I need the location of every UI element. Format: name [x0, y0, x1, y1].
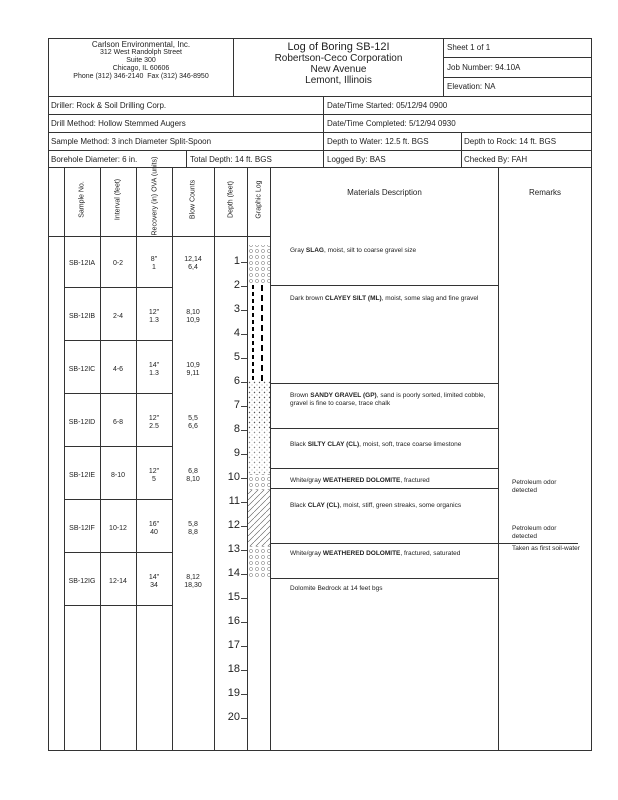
sample-blows-1: 8,10 [186, 309, 200, 316]
depth-tick [241, 622, 247, 623]
sample-interval: 2-4 [112, 313, 124, 320]
material-details: , moist, silt to coarse gravel size [323, 247, 417, 254]
material-name: WEATHERED DOLOMITE [322, 477, 401, 484]
company-address2: Suite 300 [126, 57, 156, 64]
depth-label: 18 [227, 663, 240, 675]
sample-blows-1: 8,12 [186, 574, 200, 581]
drill-method: Drill Method: Hollow Stemmed Augers [51, 119, 186, 128]
material-details: , sand is poorly sorted, limited cobble, gravel is fine to coarse, trace chalk [290, 392, 486, 407]
material-details: , moist, some slag and fine gravel [381, 295, 479, 302]
material-name: SANDY GRAVEL (GP) [310, 392, 377, 399]
sample-interval: 0-2 [112, 260, 124, 267]
sample-blows-2: 6,6 [188, 423, 198, 430]
sample-row-divider [64, 287, 172, 288]
material-name: CLAY (CL) [307, 502, 340, 509]
remark-3: Taken as first soil-water [512, 545, 580, 552]
sample-row-divider [64, 393, 172, 394]
sample-method: Sample Method: 3 inch Diameter Split-Spoon [51, 137, 212, 146]
depth-label: 6 [233, 375, 240, 387]
depth-label: 20 [227, 711, 240, 723]
water-level-line [498, 543, 578, 544]
sample-recovery: 12" [148, 309, 160, 316]
depth-tick [241, 670, 247, 671]
sample-ova: 40 [150, 529, 158, 536]
depth-label: 13 [227, 543, 240, 555]
col-depth: Depth (feet) [227, 181, 235, 218]
sample-ova: 1.3 [149, 317, 159, 324]
material-name: CLAYEY SILT (ML) [325, 295, 382, 302]
depth-label: 15 [227, 591, 240, 603]
depth-to-rock: Depth to Rock: 14 ft. BGS [464, 137, 557, 146]
depth-label: 9 [233, 447, 240, 459]
sample-recovery: 12" [148, 468, 160, 475]
material-layer [290, 295, 490, 303]
depth-label: 12 [227, 519, 240, 531]
depth-label: 1 [233, 255, 240, 267]
borehole-diameter: Borehole Diameter: 6 in. [51, 155, 138, 164]
sample-interval: 4-6 [112, 366, 124, 373]
company-block [50, 41, 232, 81]
driller: Driller: Rock & Soil Drilling Corp. [51, 101, 167, 110]
company-phone: Phone (312) 346-2140 [73, 73, 144, 80]
depth-tick [241, 382, 247, 383]
material-name: WEATHERED DOLOMITE [322, 550, 401, 557]
date-completed: Date/Time Completed: 5/12/94 0930 [327, 119, 456, 128]
depth-label: 11 [228, 495, 240, 507]
depth-label: 4 [233, 327, 240, 339]
sample-interval: 10-12 [109, 525, 127, 532]
sample-blows-1: 6,8 [188, 468, 198, 475]
layer-boundary [270, 428, 498, 429]
depth-tick [241, 286, 247, 287]
sample-id: SB-12IG [68, 578, 96, 585]
sample-blows-2: 10,9 [186, 317, 200, 324]
material-layer [290, 550, 490, 558]
company-city: Chicago, IL 60606 [112, 65, 170, 72]
depth-to-water: Depth to Water: 12.5 ft. BGS [327, 137, 429, 146]
depth-tick [241, 646, 247, 647]
elevation: Elevation: NA [447, 82, 496, 91]
depth-tick [241, 430, 247, 431]
material-layer [290, 392, 490, 408]
depth-tick [241, 406, 247, 407]
material-prefix: Black [290, 502, 308, 509]
depth-tick [241, 502, 247, 503]
depth-label: 8 [233, 423, 240, 435]
sample-id: SB-12ID [68, 419, 96, 426]
col-recovery: Recovery (in) OVA (units) [151, 156, 159, 236]
sample-id: SB-12IB [68, 313, 96, 320]
material-name: SLAG [305, 247, 324, 254]
total-depth: Total Depth: 14 ft. BGS [190, 155, 272, 164]
client-name: Robertson-Ceco Corporation [274, 53, 403, 64]
layer-boundary [270, 383, 498, 384]
material-layer [290, 502, 490, 510]
title-block [235, 42, 442, 86]
sample-id: SB-12IA [68, 260, 96, 267]
depth-tick [241, 478, 247, 479]
depth-tick [241, 718, 247, 719]
depth-label: 3 [233, 303, 240, 315]
depth-tick [241, 262, 247, 263]
logged-by: Logged By: BAS [327, 155, 386, 164]
material-details: , fractured [400, 477, 430, 484]
material-prefix: White/gray [290, 550, 323, 557]
company-name: Carlson Environmental, Inc. [91, 40, 191, 49]
remark-1: Petroleum odor detected [512, 479, 557, 494]
col-materials: Materials Description [347, 188, 422, 197]
graphic-sandy-gravel [248, 381, 270, 429]
graphic-slag [248, 245, 270, 285]
sample-blows-2: 9,11 [186, 370, 200, 377]
sample-blows-1: 5,5 [188, 415, 198, 422]
sample-blows-2: 8,10 [186, 476, 200, 483]
depth-label: 14 [227, 567, 240, 579]
sample-row-divider [64, 340, 172, 341]
depth-tick [241, 334, 247, 335]
company-fax: Fax (312) 346-8950 [147, 73, 209, 80]
site-street: New Avenue [310, 64, 367, 75]
remark-2: Petroleum odor detected [512, 525, 557, 540]
sample-recovery: 12" [148, 415, 160, 422]
depth-tick [241, 358, 247, 359]
site-town: Lemont, Illinois [305, 75, 372, 86]
material-layer [290, 441, 490, 449]
material-details: , moist, soft, trace coarse limestone [359, 441, 462, 448]
sample-blows-1: 5,8 [188, 521, 198, 528]
sample-ova: 5 [152, 476, 156, 483]
sample-interval: 12-14 [109, 578, 127, 585]
depth-tick [241, 310, 247, 311]
sample-blows-1: 10,9 [186, 362, 200, 369]
sample-id: SB-12IE [68, 472, 96, 479]
material-details: , moist, stiff, green streaks, some organics [339, 502, 462, 509]
sample-blows-2: 8,8 [188, 529, 198, 536]
col-remarks: Remarks [528, 188, 561, 197]
sample-recovery: 8" [150, 256, 158, 263]
material-layer [290, 585, 490, 593]
sample-ova: 2.5 [149, 423, 159, 430]
layer-boundary [270, 488, 498, 489]
job-number: Job Number: 94.10A [447, 63, 521, 72]
sample-interval: 8-10 [110, 472, 125, 479]
depth-tick [241, 526, 247, 527]
material-prefix: Black [290, 441, 308, 448]
material-layer [290, 477, 490, 485]
sample-blows-2: 6,4 [188, 264, 198, 271]
graphic-clay [248, 490, 270, 546]
date-started: Date/Time Started: 05/12/94 0900 [327, 101, 448, 110]
depth-label: 7 [233, 399, 240, 411]
depth-tick [241, 694, 247, 695]
sample-row-divider [64, 552, 172, 553]
material-details: , fractured, saturated [400, 550, 461, 557]
depth-tick [241, 454, 247, 455]
material-prefix: White/gray [290, 477, 323, 484]
material-name: SILTY CLAY (CL) [307, 441, 360, 448]
sample-row-divider [64, 605, 172, 606]
col-blow-counts: Blow Counts [189, 179, 197, 220]
sample-id: SB-12IF [69, 525, 95, 532]
sample-ova: 1.3 [149, 370, 159, 377]
company-address1: 312 West Randolph Street [100, 49, 182, 56]
material-prefix: Brown [290, 392, 311, 399]
layer-boundary [270, 543, 498, 544]
sample-ova: 1 [152, 264, 156, 271]
sample-blows-1: 12,14 [184, 256, 202, 263]
layer-boundary [270, 468, 498, 469]
depth-tick [241, 574, 247, 575]
depth-label: 19 [227, 687, 240, 699]
graphic-log [248, 236, 270, 581]
depth-tick [241, 550, 247, 551]
sheet-label: Sheet 1 of 1 [447, 43, 491, 52]
sample-recovery: 14" [148, 362, 160, 369]
depth-label: 16 [227, 615, 240, 627]
material-details: Dolomite Bedrock at 14 feet bgs [290, 585, 383, 592]
sample-interval: 6-8 [112, 419, 124, 426]
material-prefix: Dark brown [290, 295, 326, 302]
graphic-silty-clay [248, 429, 270, 474]
graphic-clayey-silt [248, 285, 270, 381]
depth-label: 5 [233, 351, 240, 363]
sample-blows-2: 18,30 [184, 582, 202, 589]
sample-row-divider [64, 499, 172, 500]
graphic-dolomite-2 [248, 546, 270, 579]
sample-recovery: 16" [148, 521, 160, 528]
graphic-dolomite-1 [248, 474, 270, 490]
material-prefix: Gray [290, 247, 306, 254]
sample-row-divider [64, 446, 172, 447]
depth-label: 17 [227, 639, 240, 651]
col-interval: Interval (feet) [114, 178, 122, 221]
layer-boundary [270, 285, 498, 286]
depth-tick [241, 598, 247, 599]
col-sample-no: Sample No. [78, 181, 86, 218]
sample-recovery: 14" [148, 574, 160, 581]
page-title: Log of Boring SB-12I [287, 41, 390, 53]
depth-label: 10 [227, 471, 240, 483]
layer-boundary [270, 578, 498, 579]
sample-ova: 34 [150, 582, 158, 589]
depth-label: 2 [233, 279, 240, 291]
checked-by: Checked By: FAH [464, 155, 528, 164]
col-graphic-log: Graphic Log [255, 180, 263, 219]
material-layer [290, 247, 490, 255]
sample-id: SB-12IC [68, 366, 96, 373]
